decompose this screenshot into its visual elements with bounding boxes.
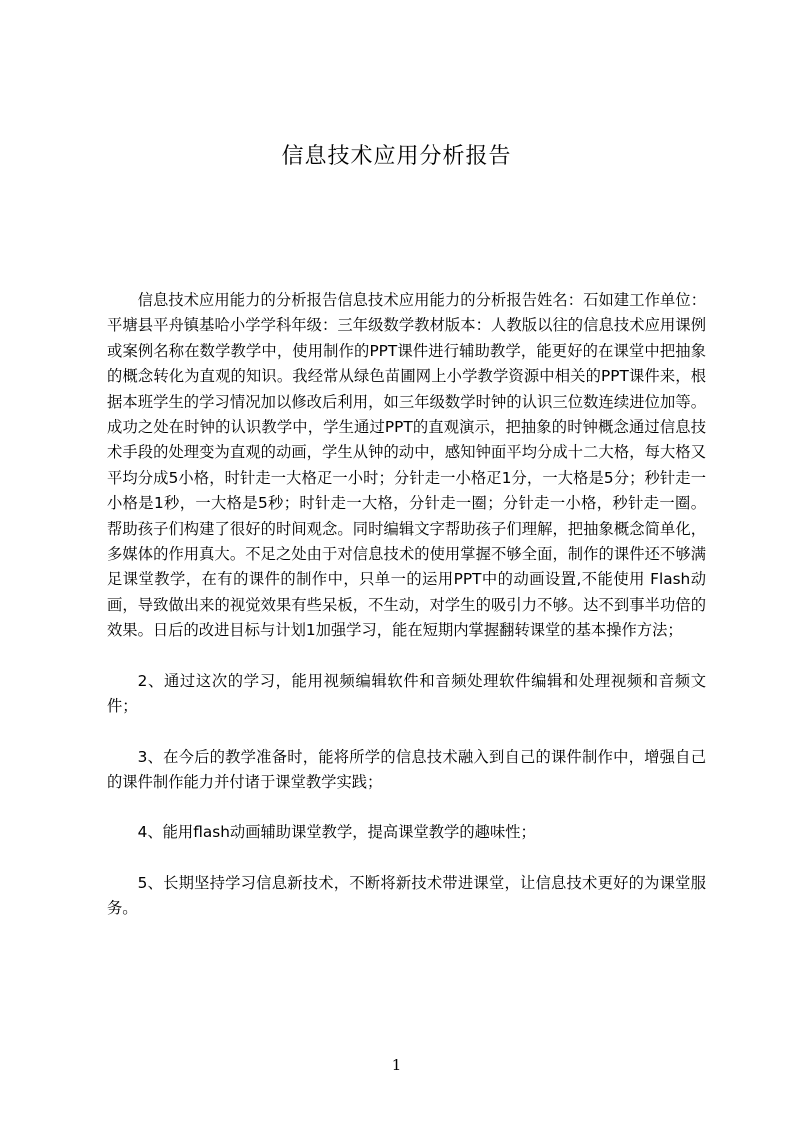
paragraph-1: 信息技术应用能力的分析报告信息技术应用能力的分析报告姓名：石如建工作单位：平塘县平舟镇基哈小学学科年级：三年级数学教材版本：人教版以往的信息技术应用课例或案例名称在数学教学中，使用制作的PPT课件进行辅助教学，能更好的在课堂中把抽象的概念转化为直观的知识。我经常从绿色苗圃网上小学教学资源中相关的PPT课件来，根据本班学生的学习情况加以修改后利用，如三年级数学时钟的认识三位数连续进位加等。成功之处在时钟的认识教学中，学生通过PPT的直观演示，把抽象的时钟概念通过信息技术手段的处理变为直观的动画，学生从钟的动中，感知钟面平均分成十二大格，每大格又平均分成5小格，时针走一大格疋一小时；分针走一小格疋1分，一大格是5分；秒针走一小格是1秒，一大格是5秒；时针走一大格，分针走一圈；分针走一小格，秒针走一圈。帮助孩子们构建了很好的时间观念。同时编辑文字帮助孩子们理解，把抽象概念简单化，多媒体的作用真大。不足之处由于对信息技术的使用掌握不够全面，制作的课件还不够满足课堂教学，在有的课件的制作中，只单一的运用PPT中的动画设置,不能使用 Flash动画，导致做出来的视觉效果有些呆板，不生动，对学生的吸引力不够。达不到事半功倍的效果。日后的改进目标与计划1加强学习，能在短期内掌握翻转课堂的基本操作方法； — [107, 291, 706, 640]
paragraph-2: 2、通过这次的学习，能用视频编辑软件和音频处理软件编辑和处理视频和音频文件； — [107, 671, 706, 716]
document-body — [107, 288, 706, 922]
page-number: 1 — [391, 1056, 402, 1074]
paragraph-5: 5、长期坚持学习信息新技术，不断将新技术带进课堂，让信息技术更好的为课堂服务。 — [107, 873, 706, 918]
paragraph-3: 3、在今后的教学准备时，能将所学的信息技术融入到自己的课件制作中，增强自己的课件制作能力并付诸于课堂教学实践； — [107, 747, 706, 791]
paragraph-4: 4、能用flash动画辅助课堂教学，提高课堂教学的趣味性； — [137, 823, 536, 842]
document-title: 信息技术应用分析报告 — [281, 144, 512, 169]
